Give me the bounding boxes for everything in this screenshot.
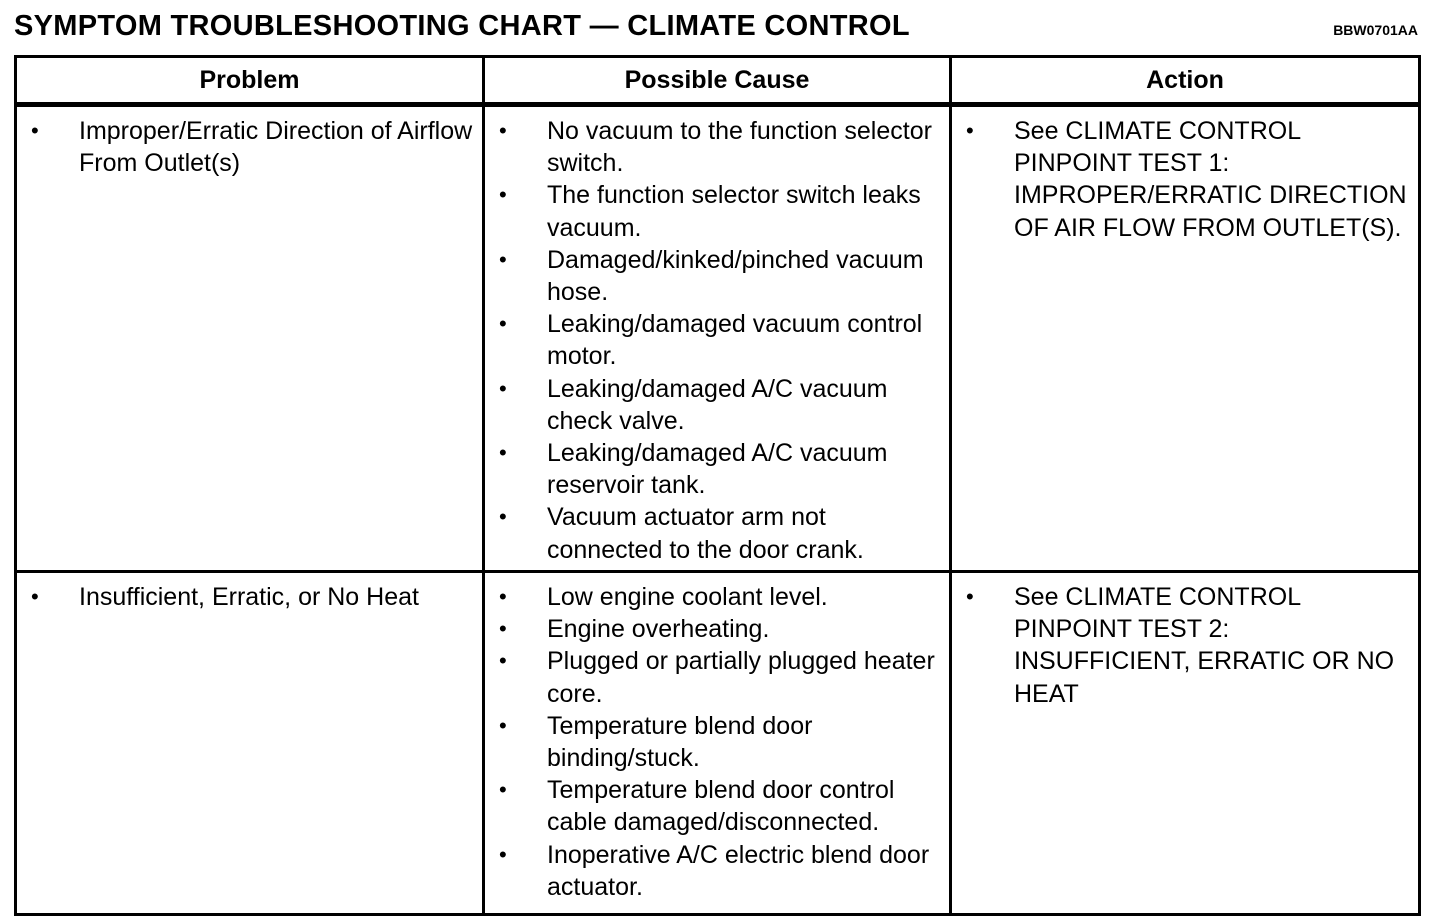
action-cell [951,572,1420,915]
cause-item: • Leaking/damaged vacuum control motor. [485,308,949,372]
cause-item: • Low engine coolant level. [485,581,949,613]
cause-item: • The function selector switch leaks vacuum. [485,179,949,243]
cause-item: • Leaking/damaged A/C vacuum check valve. [485,373,949,437]
chart-title: SYMPTOM TROUBLESHOOTING CHART — CLIMATE CONTROL [14,10,910,42]
cause-item: • Inoperative A/C electric blend door actuator. [485,839,949,903]
cause-item: • Vacuum actuator arm not connected to the door crank. [485,501,949,565]
column-header-action: Action [951,57,1420,105]
figure-code: BBW0701AA [1333,22,1418,38]
chart-header [14,10,1418,46]
cause-item: • Plugged or partially plugged heater core. [485,645,949,709]
column-header-problem: Problem [16,57,484,105]
column-header-possible-cause: Possible Cause [484,57,951,105]
cause-item: • Engine overheating. [485,613,949,645]
troubleshooting-table [14,55,1421,916]
action-cell [951,105,1420,572]
table-row [16,105,1420,572]
problem-item: • Improper/Erratic Direction of Airflow From Outlet(s) [17,115,482,179]
problem-cell [16,105,484,572]
problem-item: • Insufficient, Erratic, or No Heat [17,581,482,613]
cause-item: • Damaged/kinked/pinched vacuum hose. [485,244,949,308]
cause-item: • No vacuum to the function selector switch. [485,115,949,179]
table-row [16,572,1420,915]
causes-cell [484,572,951,915]
cause-item: • Temperature blend door binding/stuck. [485,710,949,774]
cause-item: • Temperature blend door control cable damaged/disconnected. [485,774,949,838]
cause-item: • Leaking/damaged A/C vacuum reservoir tank. [485,437,949,501]
action-item: • See CLIMATE CONTROL PINPOINT TEST 2: INSUFFICIENT, ERRATIC OR NO HEAT [952,581,1418,710]
action-item: • See CLIMATE CONTROL PINPOINT TEST 1: IMPROPER/ERRATIC DIRECTION OF AIR FLOW FROM OUTLET(S). [952,115,1418,244]
causes-cell [484,105,951,572]
table-header-row [16,57,1420,105]
problem-cell [16,572,484,915]
